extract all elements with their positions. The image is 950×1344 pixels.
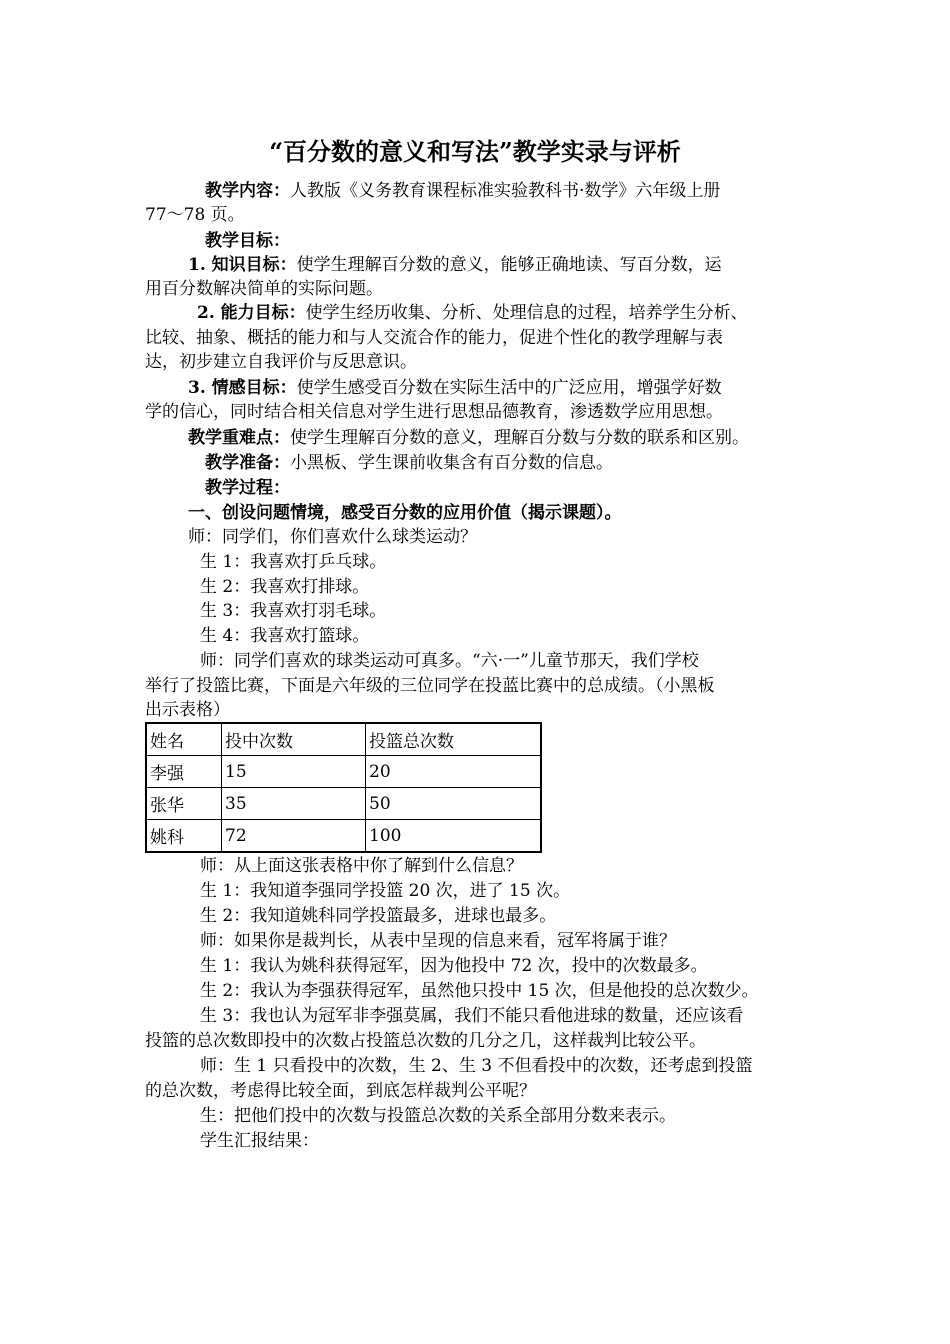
table-header-cell: 投篮总次数: [366, 723, 542, 756]
dialogue-line: 师：如果你是裁判长，从表中呈现的信息来看，冠军将属于谁？: [200, 931, 676, 951]
table-header-row: [146, 723, 541, 756]
table-header-cell: 投中次数: [222, 723, 366, 756]
preparation-text: 小黑板、学生课前收集含有百分数的信息。: [290, 453, 613, 473]
dialogue-line: 生 4：我喜欢打篮球。: [200, 626, 370, 646]
objective-emotion-label: 3. 情感目标：: [188, 378, 297, 398]
dialogue-line: 生 2：我喜欢打排球。: [200, 577, 370, 597]
dialogue-line: 生 3：我喜欢打羽毛球。: [200, 601, 387, 621]
table-cell: 姚科: [146, 820, 222, 853]
preparation-label: 教学准备：: [205, 453, 290, 473]
objective-knowledge-label: 1. 知识目标：: [188, 255, 297, 275]
objective-ability-label: 2. 能力目标：: [197, 303, 306, 323]
objective-knowledge-line-2: 用百分数解决简单的实际问题。: [145, 279, 383, 299]
objective-emotion-line-2: 学的信心，同时结合相关信息对学生进行思想品德教育，渗透数学应用思想。: [145, 402, 723, 422]
score-table: [145, 722, 542, 853]
objective-emotion-text-1: 使学生感受百分数在实际生活中的广泛应用，增强学好数: [296, 378, 722, 398]
dialogue-line: 生 1：我认为姚科获得冠军，因为他投中 72 次，投中的次数最多。: [200, 956, 708, 976]
table-cell: 100: [366, 820, 542, 853]
objective-ability-line-1: [197, 302, 748, 324]
dialogue-line: 生 1：我知道李强同学投篮 20 次，进了 15 次。: [200, 881, 571, 901]
table-cell: 72: [222, 820, 366, 853]
dialogue-line: 师：同学们，你们喜欢什么球类运动？: [188, 527, 477, 547]
dialogue-line: 学生汇报结果：: [200, 1131, 319, 1151]
objective-ability-text-1: 使学生经历收集、分析、处理信息的过程，培养学生分析、: [305, 303, 748, 323]
objective-knowledge-text-1: 使学生理解百分数的意义，能够正确地读、写百分数，运: [296, 255, 722, 275]
dialogue-line: 投篮的总次数即投中的次数占投篮总次数的几分之几，这样裁判比较公平。: [145, 1031, 706, 1051]
dialogue-line: 生 2：我认为李强获得冠军，虽然他只投中 15 次，但是他投的总次数少。: [200, 981, 759, 1001]
dialogue-line: 生 1：我喜欢打乒乓球。: [200, 552, 387, 572]
content-line-2: 77～78 页。: [145, 205, 245, 225]
table-cell: 35: [222, 788, 366, 820]
key-points-label: 教学重难点：: [188, 428, 290, 448]
process-label: 教学过程：: [205, 478, 290, 498]
table-cell: 50: [366, 788, 542, 820]
content-line-1: [205, 180, 720, 202]
objective-ability-line-2: 比较、抽象、概括的能力和与人交流合作的能力，促进个性化的教学理解与表: [145, 328, 723, 348]
objective-emotion-line-1: [188, 377, 722, 399]
table-cell: 李强: [146, 756, 222, 788]
key-points-text: 使学生理解百分数的意义，理解百分数与分数的联系和区别。: [290, 428, 749, 448]
dialogue-line: 生：把他们投中的次数与投篮总次数的关系全部用分数来表示。: [200, 1106, 676, 1126]
table-cell: 张华: [146, 788, 222, 820]
table-cell: 15: [222, 756, 366, 788]
section-heading-1: 一、创设问题情境，感受百分数的应用价值（揭示课题）。: [188, 503, 622, 523]
dialogue-line: 生 2：我知道姚科同学投篮最多，进球也最多。: [200, 906, 557, 926]
preparation-line: [205, 452, 613, 474]
table-header-cell: 姓名: [146, 723, 222, 756]
dialogue-line: 的总次数，考虑得比较全面，到底怎样裁判公平呢？: [145, 1081, 536, 1101]
intro-line-2: 举行了投篮比赛，下面是六年级的三位同学在投蓝比赛中的总成绩。（小黑板: [145, 676, 715, 696]
table-row: [146, 820, 541, 853]
objective-knowledge-line-1: [188, 254, 722, 276]
intro-line-1: 师：同学们喜欢的球类运动可真多。“六·一”儿童节那天，我们学校: [200, 651, 699, 671]
key-points-line: [188, 427, 749, 449]
intro-line-3: 出示表格）: [145, 700, 230, 720]
dialogue-line: 生 3：我也认为冠军非李强莫属，我们不能只看他进球的数量，还应该看: [200, 1006, 744, 1026]
objective-ability-line-3: 达，初步建立自我评价与反思意识。: [145, 352, 417, 372]
objectives-label: 教学目标：: [205, 231, 290, 251]
dialogue-line: 师：从上面这张表格中你了解到什么信息？: [200, 856, 523, 876]
table-row: [146, 788, 541, 820]
content-text-1: 人教版《义务教育课程标准实验教科书·数学》六年级上册: [290, 181, 721, 201]
content-label: 教学内容：: [205, 181, 290, 201]
table-row: [146, 756, 541, 788]
dialogue-line: 师：生 1 只看投中的次数，生 2、生 3 不但看投中的次数，还考虑到投篮: [200, 1056, 753, 1076]
document-title: “百分数的意义和写法”教学实录与评析: [269, 137, 681, 166]
table-cell: 20: [366, 756, 542, 788]
